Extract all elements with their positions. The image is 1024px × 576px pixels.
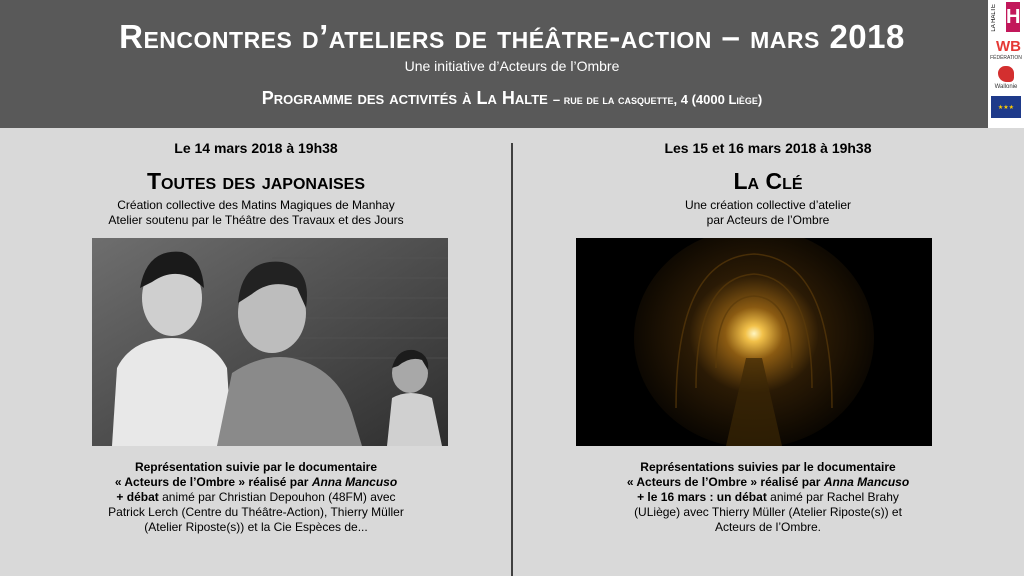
event-date: Le 14 mars 2018 à 19h38 [174,140,338,156]
wallonie-logo [989,64,1023,94]
la-halte-logo [989,0,1023,36]
event-description-line: par Acteurs de l’Ombre [706,213,830,227]
event-details-line: Représentation suivie par le documentaire [134,460,378,474]
fwb-logo-mark: WB [996,38,1021,55]
programme-address: – rue de la casquette, 4 (4000 Liège) [552,92,763,107]
rooster-icon [998,66,1014,82]
director-name: Anna Mancuso [311,475,398,489]
programme-label: Programme des activités à La Halte [261,88,548,108]
event-description-line: Création collective des Matins Magiques de Manhay [117,198,395,212]
wallonie-logo-text: Wallonie [994,84,1018,90]
director-name: Anna Mancuso [823,475,910,489]
federation-wallonie-bruxelles-logo [989,36,1023,64]
event-description [0,198,512,228]
event-details-line: Acteurs de l’Ombre. [714,520,822,534]
debate-label: + débat [116,490,159,504]
page-title: Rencontres d’ateliers de théâtre-action – mars 2018 [119,18,905,55]
debate-text: animé par Christian Depouhon (48FM) avec [158,490,396,504]
debate-label: + le 16 mars : un débat [637,490,767,504]
event-title: La Clé [733,168,803,194]
programme-line [0,88,1024,109]
sponsor-logos [988,0,1024,128]
fwb-logo-text: FÉDÉRATION [990,55,1022,61]
eu-stars-icon: ★★★ [997,104,1015,111]
event-photo-women [92,238,448,446]
page-subtitle: Une initiative d’Acteurs de l’Ombre [404,58,620,74]
event-description-line: Une création collective d’atelier [684,198,852,212]
event-details-line: Représentations suivies par le documentaire [640,460,896,474]
event-description-line: Atelier soutenu par le Théâtre des Travaux et des Jours [108,213,404,227]
event-details [512,460,1024,535]
debate-text: animé par Rachel Brahy [766,490,899,504]
event-details-line: (Atelier Riposte(s)) et la Cie Espèces de... [144,520,368,534]
event-description [512,198,1024,228]
documentary-title: « Acteurs de l’Ombre » réalisé par [626,475,824,489]
event-details [0,460,512,535]
event-details-line: (ULiège) avec Thierry Müller (Atelier Riposte(s)) et [634,505,902,519]
la-halte-logo-letter: H [1006,2,1020,32]
event-details-line: Patrick Lerch (Centre du Théâtre-Action), Thierry Müller [108,505,404,519]
header-banner [0,0,1024,128]
event-date: Les 15 et 16 mars 2018 à 19h38 [664,140,872,156]
documentary-title: « Acteurs de l’Ombre » réalisé par [114,475,312,489]
la-halte-logo-text: LA HALTE [991,4,997,32]
event-title: Toutes des japonaises [147,168,365,194]
eu-flag-logo [991,96,1021,118]
event-photo-tunnel [576,238,932,446]
